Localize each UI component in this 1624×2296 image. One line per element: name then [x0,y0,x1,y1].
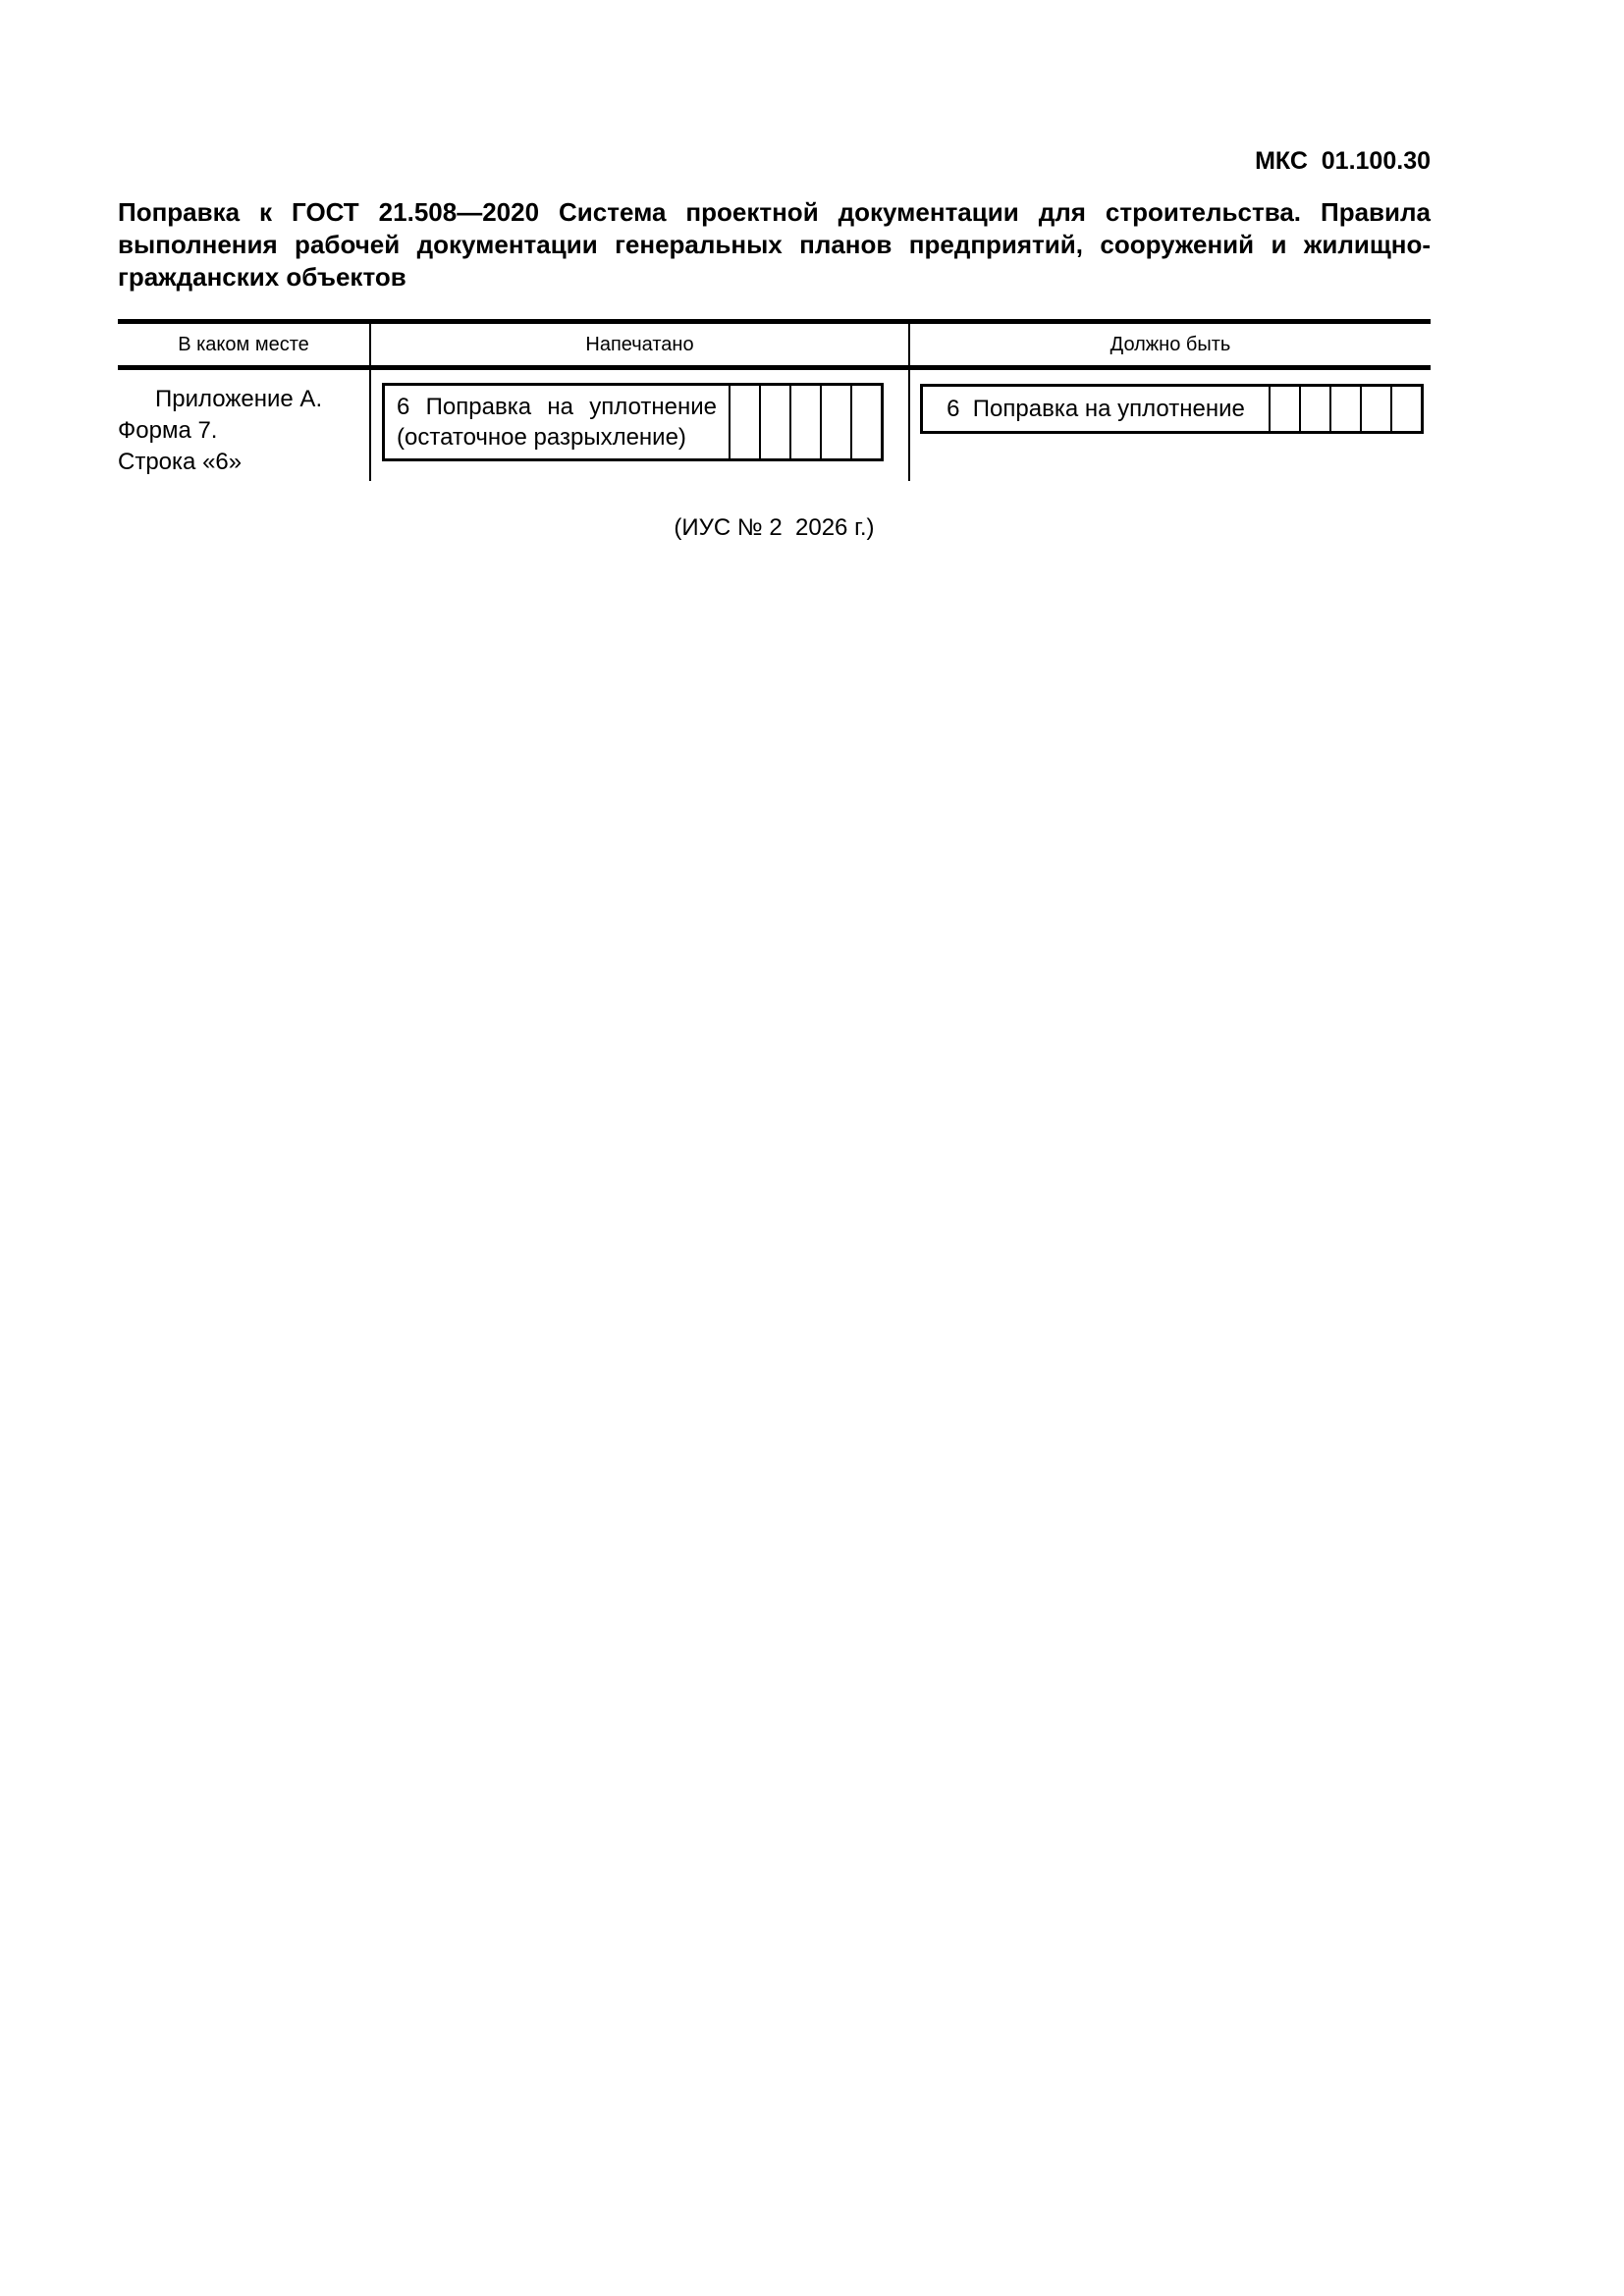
form-snippet-printed [382,383,884,461]
column-header-location: В каком месте [178,333,309,355]
empty-form-cell [789,386,820,458]
mks-classification-code: МКС 01.100.30 [1255,147,1431,175]
snippet-printed-line-2: (остаточное разрыхление) [397,424,686,451]
empty-form-cell [759,386,789,458]
location-line-appendix: Приложение А. [155,386,323,412]
snippet-should-be-line-1: 6 Поправка на уплотнение [947,396,1245,422]
empty-form-cell [1299,387,1329,431]
correction-table-body-row [118,370,1431,481]
ius-reference: (ИУС № 2 2026 г.) [674,514,875,541]
correction-table-header-row [118,319,1431,370]
empty-form-cell [1390,387,1421,431]
empty-form-cell [729,386,759,458]
empty-form-cell [850,386,881,458]
empty-form-cell [1269,387,1299,431]
column-header-printed: Напечатано [369,324,908,365]
cell-should-be [908,370,1431,481]
empty-form-cell [1329,387,1360,431]
column-header-should-be: Должно быть [908,324,1431,365]
empty-form-cell [820,386,850,458]
snippet-printed-text [385,386,729,458]
page-content [118,0,1431,543]
form-snippet-should-be [920,384,1424,434]
location-line-row: Строка «6» [118,449,243,475]
location-line-form: Форма 7. [118,417,218,444]
cell-printed [369,370,908,481]
correction-table [118,319,1431,481]
empty-form-cell [1360,387,1390,431]
amendment-title: Поправка к ГОСТ 21.508—2020 Система проектной документации для строительства. Правила выполнения рабочей документации генеральных планов предприятий, сооружений и жилищно-гражданских объектов [118,197,1431,292]
snippet-printed-line-1: 6 Поправка на уплотнение [397,394,717,420]
cell-location [118,370,369,481]
